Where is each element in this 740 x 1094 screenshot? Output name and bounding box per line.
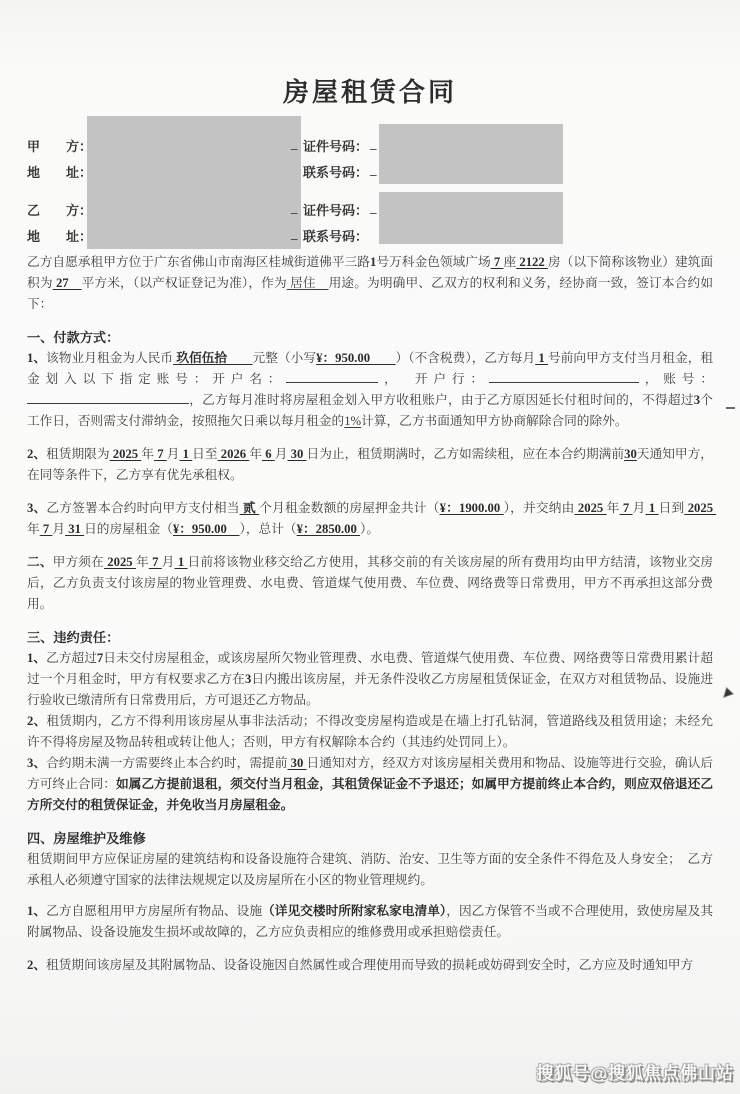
contract-paragraph: 2、租赁期内，乙方不得利用该房屋从事非法活动；不得改变房屋构造或是在墙上打孔钻洞，管道路线及租赁用途；未经允许不得将房屋及物品转租或转让他人；否则，甲方有权解除本合约（其违约处罚同上）。 — [27, 714, 714, 749]
party-b-phone-label: 联系号码： — [303, 229, 369, 244]
party-a-id-label: 证件号码： — [303, 139, 369, 154]
party-a-phone-label: 联系号码： — [303, 165, 369, 180]
blank-line — [286, 369, 378, 383]
party-a-address-label: 地 址： — [27, 165, 93, 180]
contract-paragraph: 1、乙方超过7日未交付房屋租金，或该房屋所欠物业管理费、水电费、管道煤气使用费、车位费、网络费等日常费用累计超过一个月租金时，甲方有权要求乙方在3日内搬出该房屋，并无条件没收乙方房屋租赁保证金，在双方对租赁物品、设施进行验收已缴清所有日常费用后，方可退还乙方物品。 — [27, 651, 714, 707]
contract-paragraph: 2、租赁期限为 2025 年 7 月 1 日至 2026 年 6 月 30 日为止，租赁期满时，乙方如需续租，应在本合约期满前30天通知甲方，在同等条件下，乙方享有优先承租权。 — [27, 447, 713, 482]
contract-paragraph: 租赁期间甲方应保证房屋的建筑结构和设备设施符合建筑、消防、治安、卫生等方面的安全条件不得危及人身安全； 乙方承租人必须遵守国家的法律法规规定以及房屋所在小区的物业管理规约。 — [27, 852, 713, 887]
redaction-box-left — [87, 116, 301, 249]
party-b-id-label: 证件号码： — [303, 203, 369, 218]
blank-line — [27, 390, 189, 404]
redaction-box-right-top — [379, 124, 563, 184]
edge-mark — [726, 407, 735, 409]
blank-underscore: _ — [291, 200, 298, 215]
section-heading: 三、违约责任： — [27, 630, 120, 645]
parties-block — [27, 118, 713, 250]
contract-paragraph: 3、合约期未满一方需要终止本合约时，需提前 30 日通知对方，经双方对该房屋相关费用和物品、设施等进行交验，确认后方可终止合同：如属乙方提前退租，须交付当月租金，其租赁保证金不予退还；如属甲方提前终止本合约，则应双倍退还乙方所交付的租赁保证金，并免收当月房屋租金。 — [27, 756, 714, 812]
contract-body — [27, 252, 717, 988]
mouse-pointer-icon — [722, 686, 735, 699]
blank-underscore: _ — [291, 226, 298, 241]
blank-underscore: _ — [291, 136, 298, 151]
contract-paragraph: 3、乙方签署本合约时向甲方支付相当 贰 个月租金数额的房屋押金共计（¥：1900.00 ），并交纳由 2025 年 7 月 1 日到 2025 年 7 月 31 日的房屋租金（¥：950.00 ），总计（¥：2850.00 ）。 — [27, 501, 717, 536]
watermark: 搜狐号@搜狐焦点佛山站 — [536, 1064, 734, 1083]
redaction-box-right-bottom — [379, 192, 563, 244]
page-title: 房屋租赁合同 — [282, 78, 457, 107]
party-b-address-label: 地 址： — [27, 229, 93, 244]
section-heading: 一、付款方式： — [27, 330, 120, 345]
blank-underscore: _ — [370, 162, 377, 177]
blank-underscore: _ — [370, 200, 377, 215]
section-heading: 四、房屋维护及维修 — [27, 831, 146, 846]
party-b-label: 乙 方： — [27, 203, 93, 218]
contract-paragraph: 1、乙方自愿租用甲方房屋所有物品、设施（详见交楼时所附家私家电清单），因乙方保管不当或不合理使用，致使房屋及其附属物品、设备设施发生损坏或故障的，乙方应负责相应的维修费用或承担赔偿责任。 — [27, 904, 714, 939]
contract-paragraph: 1、该物业月租金为人民币 玖佰伍拾 元整（小写¥：950.00 ）（不含税费），乙方每月 1 号前向甲方支付当月租金，租金划入以下指定账号：开户名： ， 开户行： ，账号：，乙方每月准时将房屋租金划入甲方收租账户，由于乙方原因延长付租时间的，不得超过3个工作日，否则需支付滞纳金，按照拖欠日乘以每月租金的1%计算，乙方书面通知甲方协商解除合同的除外。 — [27, 351, 714, 428]
contract-paragraph: 二、甲方须在 2025 年 7 月 1 日前将该物业移交给乙方使用，其移交前的有关该房屋的所有费用均由甲方结清，该物业交房后，乙方负责支付该房屋的物业管理费、水电费、管道煤气使用费、车位费、网络费等日常费用，甲方不再承担这部分费用。 — [27, 555, 714, 611]
contract-paragraph: 乙方自愿承租甲方位于广东省佛山市南海区桂城街道佛平三路1号万科金色领域广场 7 座 2122 房（以下简称该物业）建筑面积为 27 平方米，（以产权证登记为准），作为 居住 用途。为明确甲、乙双方的权利和义务，经协商一致，签订本合约如下： — [27, 255, 714, 311]
contract-paragraph: 2、租赁期间该房屋及其附属物品、设备设施因自然属性或合理使用而导致的损耗或妨碍到安全时，乙方应及时通知甲方 — [27, 958, 694, 972]
blank-line — [489, 369, 639, 383]
party-a-label: 甲 方： — [27, 139, 93, 154]
blank-underscore: _ — [370, 136, 377, 151]
